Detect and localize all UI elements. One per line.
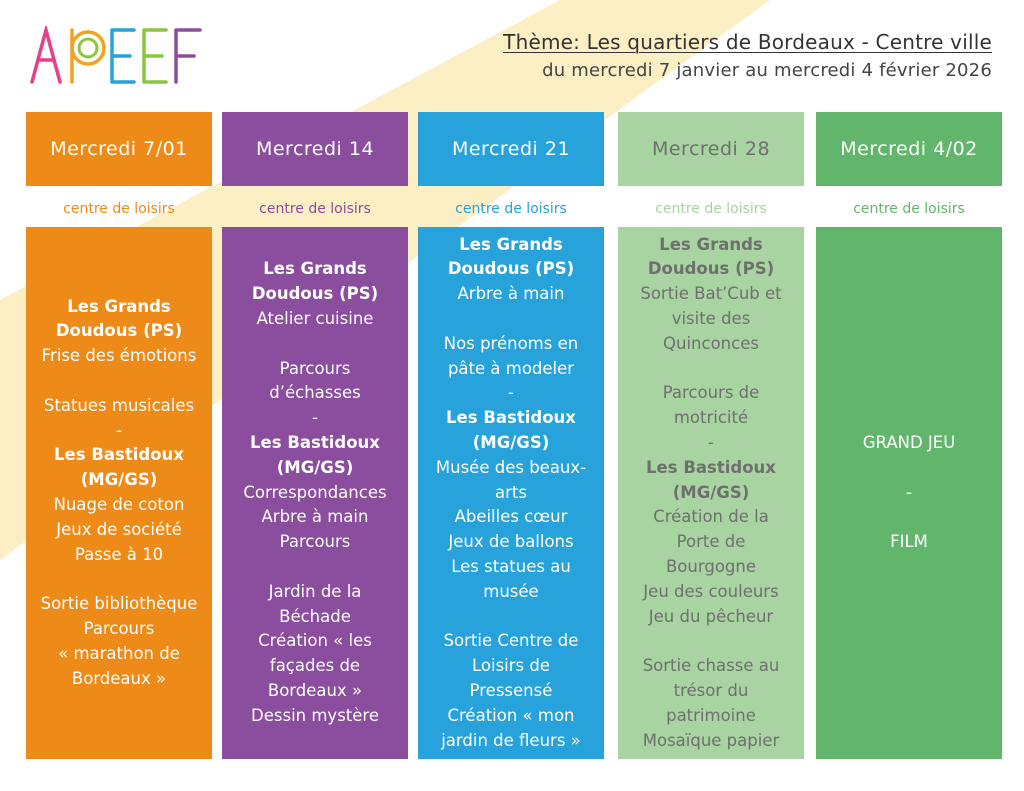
activity-item: Musée des beaux- [435,457,587,477]
spacer [822,505,996,530]
activity-item: Pressensé [469,680,553,700]
activity-item: Parcours de [662,383,760,403]
label-centre-de-loisirs: centre de loisirs [655,201,767,217]
activity-item: visite des [671,309,751,329]
spacer [32,369,206,394]
activity-item: Arbre à main [457,284,565,304]
group-heading: Doudous (PS) [647,259,775,279]
activity-item: Béchade [279,606,351,626]
group-heading: Les Grands [67,296,171,316]
activity-item: Correspondances [243,482,387,502]
activity-item: Parcours [279,532,351,552]
activity-item: - [312,408,318,428]
activity-item: Frise des émotions [41,346,197,366]
activity-item: trésor du [673,680,749,700]
group-heading: Les Bastidoux [250,433,380,452]
activity-item: Passe à 10 [74,544,164,564]
spacer [624,629,798,654]
label-centre-de-loisirs: centre de loisirs [455,201,567,217]
activity-item: Jeu du pêcheur [648,606,774,626]
spacer [424,307,598,332]
day-header-mercredi-21: Mercredi 21 [418,112,604,186]
spacer [228,555,402,580]
group-heading: Doudous (PS) [447,259,575,279]
activity-item: Les statues au [451,556,571,576]
group-heading: (MG/GS) [472,433,550,452]
group-heading: Les Grands [459,234,563,254]
day-header-mercredi-4: Mercredi 4/02 [816,112,1002,186]
group-heading: Doudous (PS) [251,284,379,304]
activity-item: Porte de [676,532,746,552]
activity-item: Jardin de la [268,581,362,601]
theme-title: Thème: Les quartiers de Bordeaux - Centre ville [503,30,992,54]
activity-item: Sortie chasse au [642,656,780,676]
label-centre-de-loisirs: centre de loisirs [259,201,371,217]
activity-column-mercredi-28 [618,227,804,759]
day-header-mercredi-28: Mercredi 28 [618,112,804,186]
activity-item: GRAND JEU [862,433,956,452]
activity-item: Jeux de ballons [448,532,574,552]
group-heading: Les Bastidoux [446,408,576,428]
activity-item: arts [495,482,527,502]
activity-item: Nos prénoms en [443,333,579,353]
activity-item: motricité [673,408,749,428]
activity-item: - [116,420,122,440]
spacer [32,567,206,592]
activity-item: Bourgogne [665,556,757,576]
group-heading: Les Grands [659,234,763,254]
activity-item: Création de la [653,507,769,527]
activity-item: d’échasses [269,383,361,403]
spacer [228,332,402,357]
group-heading: Les Bastidoux [646,457,776,477]
apeef-logo [30,26,210,86]
spacer [822,456,996,481]
activity-item: - [708,433,714,452]
label-centre-de-loisirs: centre de loisirs [853,201,965,217]
activity-item: musée [483,581,539,601]
activity-item: Sortie Bat’Cub et [640,284,782,304]
activity-item: Mosaïque papier [642,730,780,750]
activity-item: patrimoine [666,705,756,725]
activity-item: Bordeaux » [71,668,167,688]
activity-column-mercredi-7 [26,227,212,759]
activity-item: Création « les [258,631,372,651]
activity-item: Dessin mystère [251,705,379,725]
activity-item: façades de [269,656,361,676]
day-header-mercredi-7: Mercredi 7/01 [26,112,212,186]
activity-item: Jeu des couleurs [643,581,779,601]
activity-item: Parcours [83,618,155,638]
activity-item: pâte à modeler [447,358,575,378]
group-heading: Les Grands [263,259,367,279]
day-header-mercredi-14: Mercredi 14 [222,112,408,186]
activity-item: FILM [890,532,928,552]
group-heading: Les Bastidoux [54,445,184,465]
activity-item: Bordeaux » [267,680,363,700]
spacer [624,357,798,382]
spacer [424,605,598,630]
activity-item: Sortie bibliothèque [40,594,198,614]
activity-item: Loisirs de [471,656,550,676]
activity-column-mercredi-4 [816,227,1002,759]
activity-item: Quinconces [663,333,759,353]
activity-column-mercredi-21 [418,227,604,759]
activity-item: Sortie Centre de [443,631,579,651]
activity-item: « marathon de [58,643,180,663]
group-heading: (MG/GS) [276,457,354,477]
activity-item: Arbre à main [261,507,369,527]
activity-item: Abeilles cœur [454,507,568,527]
activity-item: - [906,482,912,502]
group-heading: (MG/GS) [80,470,158,490]
label-centre-de-loisirs: centre de loisirs [63,201,175,217]
date-range: du mercredi 7 janvier au mercredi 4 février 2026 [542,60,992,81]
activity-item: Atelier cuisine [256,309,374,329]
activity-item: jardin de fleurs » [441,730,581,750]
activity-item: Création « mon [447,705,575,725]
group-heading: Doudous (PS) [55,321,183,341]
activity-item: Jeux de société [56,519,182,539]
activity-item: - [508,383,514,403]
activity-item: Nuage de coton [53,495,185,514]
activity-item: Parcours [279,358,351,378]
group-heading: (MG/GS) [672,482,750,502]
activity-item: Statues musicales [43,395,195,415]
activity-column-mercredi-14 [222,227,408,759]
